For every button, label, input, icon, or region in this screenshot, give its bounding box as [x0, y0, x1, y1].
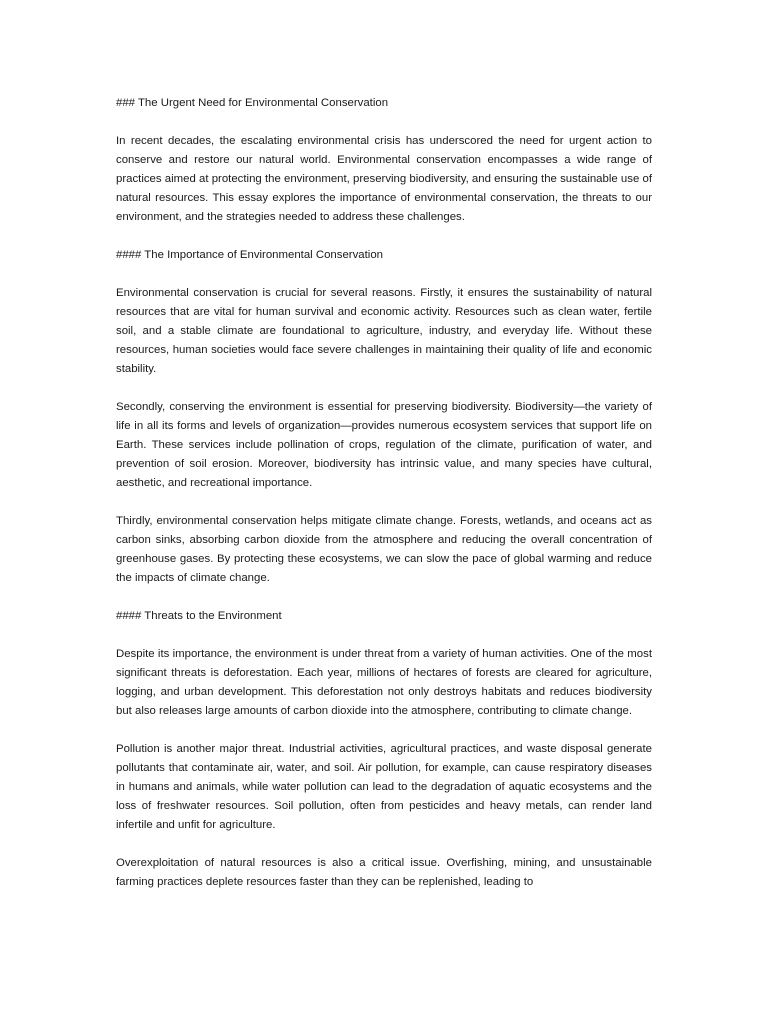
paragraph: Overexploitation of natural resources is also a critical issue. Overfishing, mining, and unsustainable farming practices deplete resources faster than they can be replenished, leading to — [116, 857, 652, 888]
paragraph: Environmental conservation is crucial for several reasons. Firstly, it ensures the sustainability of natural resources that are vital for human survival and economic activity. Resources such as clean water, fertile soil, and a stable climate are foundational to agriculture, industry, and everyday life. Without these resources, human societies would face severe challenges in maintaining their quality of life and economic stability. — [116, 287, 652, 375]
document-title: ### The Urgent Need for Environmental Conservation — [116, 97, 389, 109]
paragraph: Thirdly, environmental conservation helps mitigate climate change. Forests, wetlands, and oceans act as carbon sinks, absorbing carbon dioxide from the atmosphere and reducing the overall concentration of greenhouse gases. By protecting these ecosystems, we can slow the pace of global warming and reduce the impacts of climate change. — [116, 515, 652, 584]
section-heading-importance: #### The Importance of Environmental Conservation — [116, 249, 383, 261]
paragraph: Despite its importance, the environment is under threat from a variety of human activities. One of the most significant threats is deforestation. Each year, millions of hectares of forests are cleared for agriculture, logging, and urban development. This deforestation not only destroys habitats and reduces biodiversity but also releases large amounts of carbon dioxide into the atmosphere, contributing to climate change. — [116, 648, 652, 717]
section-heading-threats: #### Threats to the Environment — [116, 610, 282, 622]
paragraph: Secondly, conserving the environment is essential for preserving biodiversity. Biodiversity—the variety of life in all its forms and levels of organization—provides numerous ecosystem services that support life on Earth. These services include pollination of crops, regulation of the climate, purification of water, and prevention of soil erosion. Moreover, biodiversity has intrinsic value, and many species have cultural, aesthetic, and recreational importance. — [116, 401, 652, 489]
document-page — [116, 94, 652, 911]
paragraph: Pollution is another major threat. Industrial activities, agricultural practices, and waste disposal generate pollutants that contaminate air, water, and soil. Air pollution, for example, can cause respiratory diseases in humans and animals, while water pollution can lead to the degradation of aquatic ecosystems and the loss of freshwater resources. Soil pollution, often from pesticides and heavy metals, can render land infertile and unfit for agriculture. — [116, 743, 652, 831]
intro-paragraph: In recent decades, the escalating environmental crisis has underscored the need for urgent action to conserve and restore our natural world. Environmental conservation encompasses a wide range of practices aimed at protecting the environment, preserving biodiversity, and ensuring the sustainable use of natural resources. This essay explores the importance of environmental conservation, the threats to our environment, and the strategies needed to address these challenges. — [116, 135, 652, 223]
